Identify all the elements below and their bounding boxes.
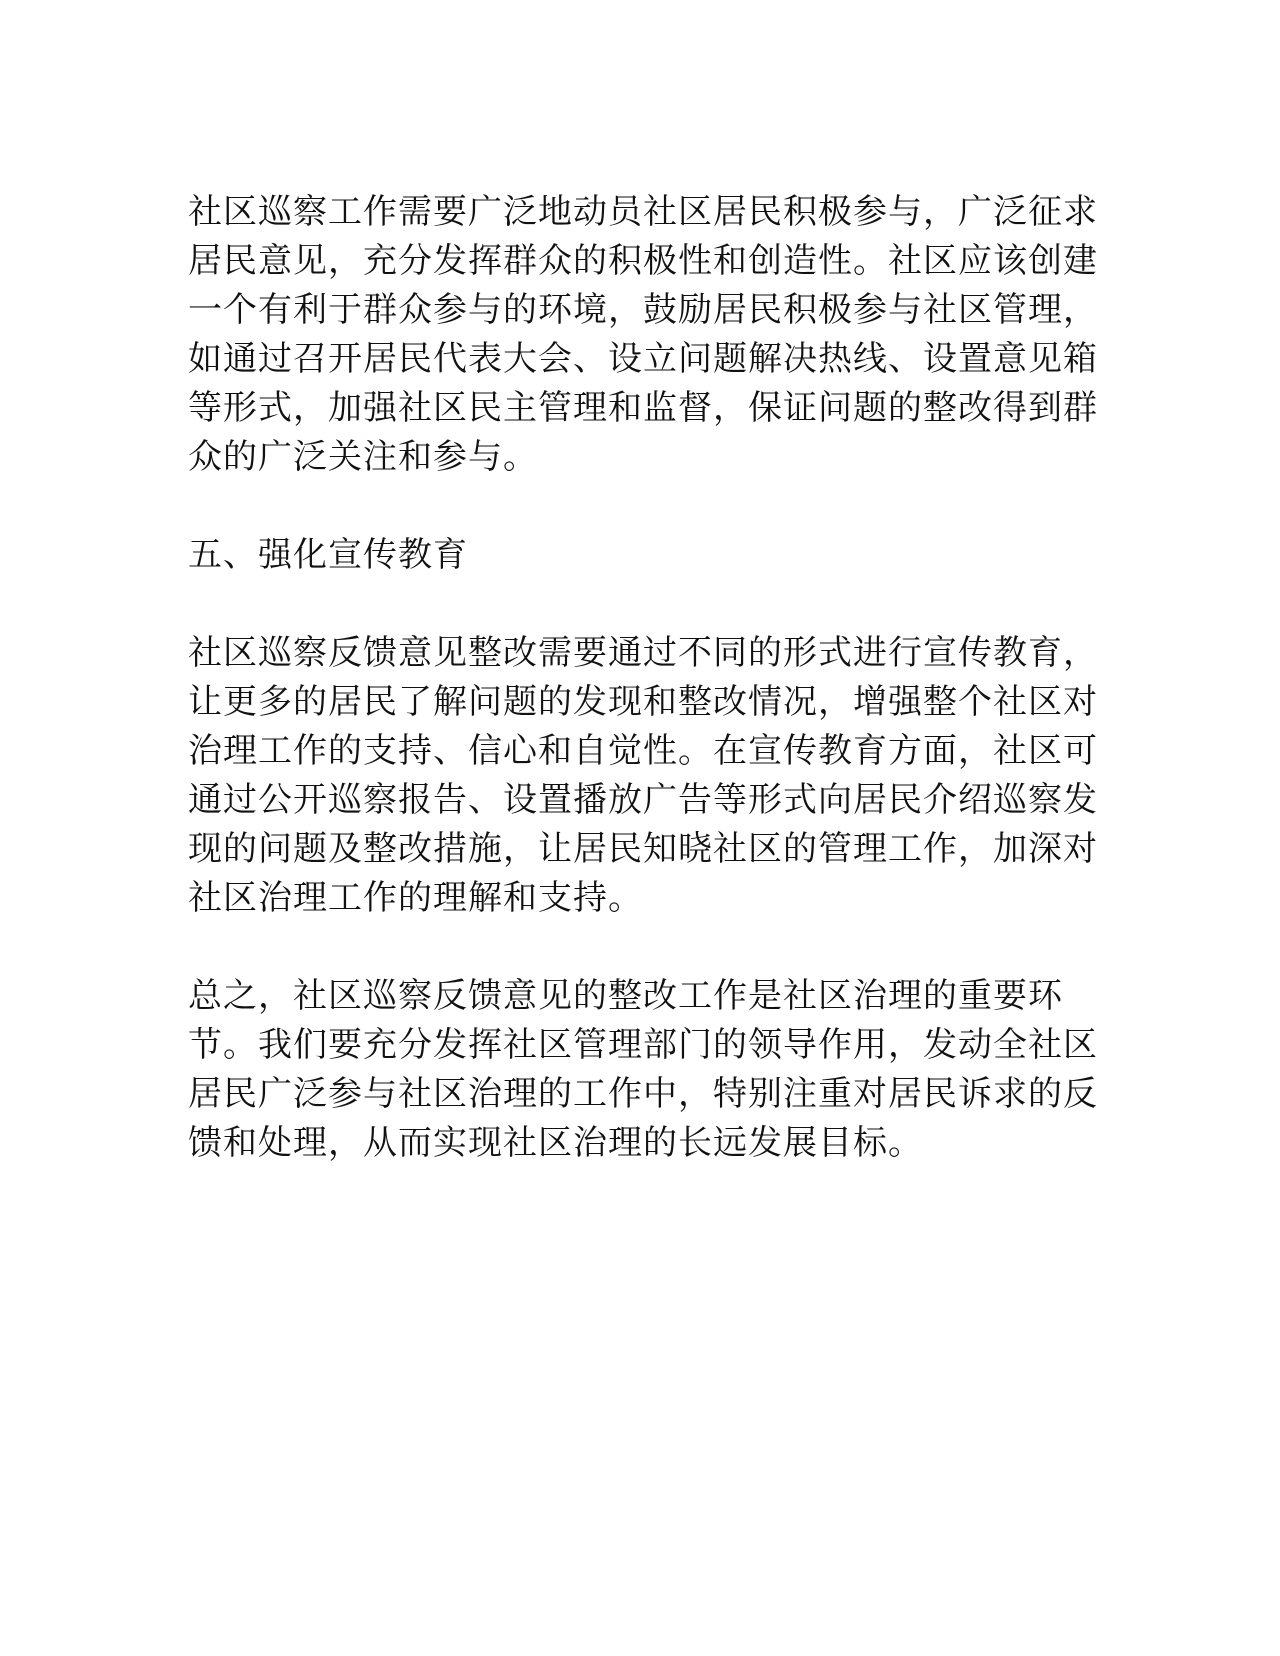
document-body	[188, 188, 1108, 1217]
paragraph-resident-participation: 社区巡察工作需要广泛地动员社区居民积极参与，广泛征求居民意见，充分发挥群众的积极性和创造性。社区应该创建一个有利于群众参与的环境，鼓励居民积极参与社区管理，如通过召开居民代表大会、设立问题解决热线、设置意见箱等形式，加强社区民主管理和监督，保证问题的整改得到群众的广泛关注和参与。	[188, 192, 1098, 477]
section-heading-publicity-education: 五、强化宣传教育	[188, 535, 468, 575]
paragraph-publicity-education: 社区巡察反馈意见整改需要通过不同的形式进行宣传教育，让更多的居民了解问题的发现和整改情况，增强整个社区对治理工作的支持、信心和自觉性。在宣传教育方面，社区可通过公开巡察报告、设置播放广告等形式向居民介绍巡察发现的问题及整改措施，让居民知晓社区的管理工作，加深对社区治理工作的理解和支持。	[188, 633, 1098, 918]
paragraph-conclusion: 总之，社区巡察反馈意见的整改工作是社区治理的重要环节。我们要充分发挥社区管理部门的领导作用，发动全社区居民广泛参与社区治理的工作中，特别注重对居民诉求的反馈和处理，从而实现社区治理的长远发展目标。	[188, 976, 1098, 1163]
